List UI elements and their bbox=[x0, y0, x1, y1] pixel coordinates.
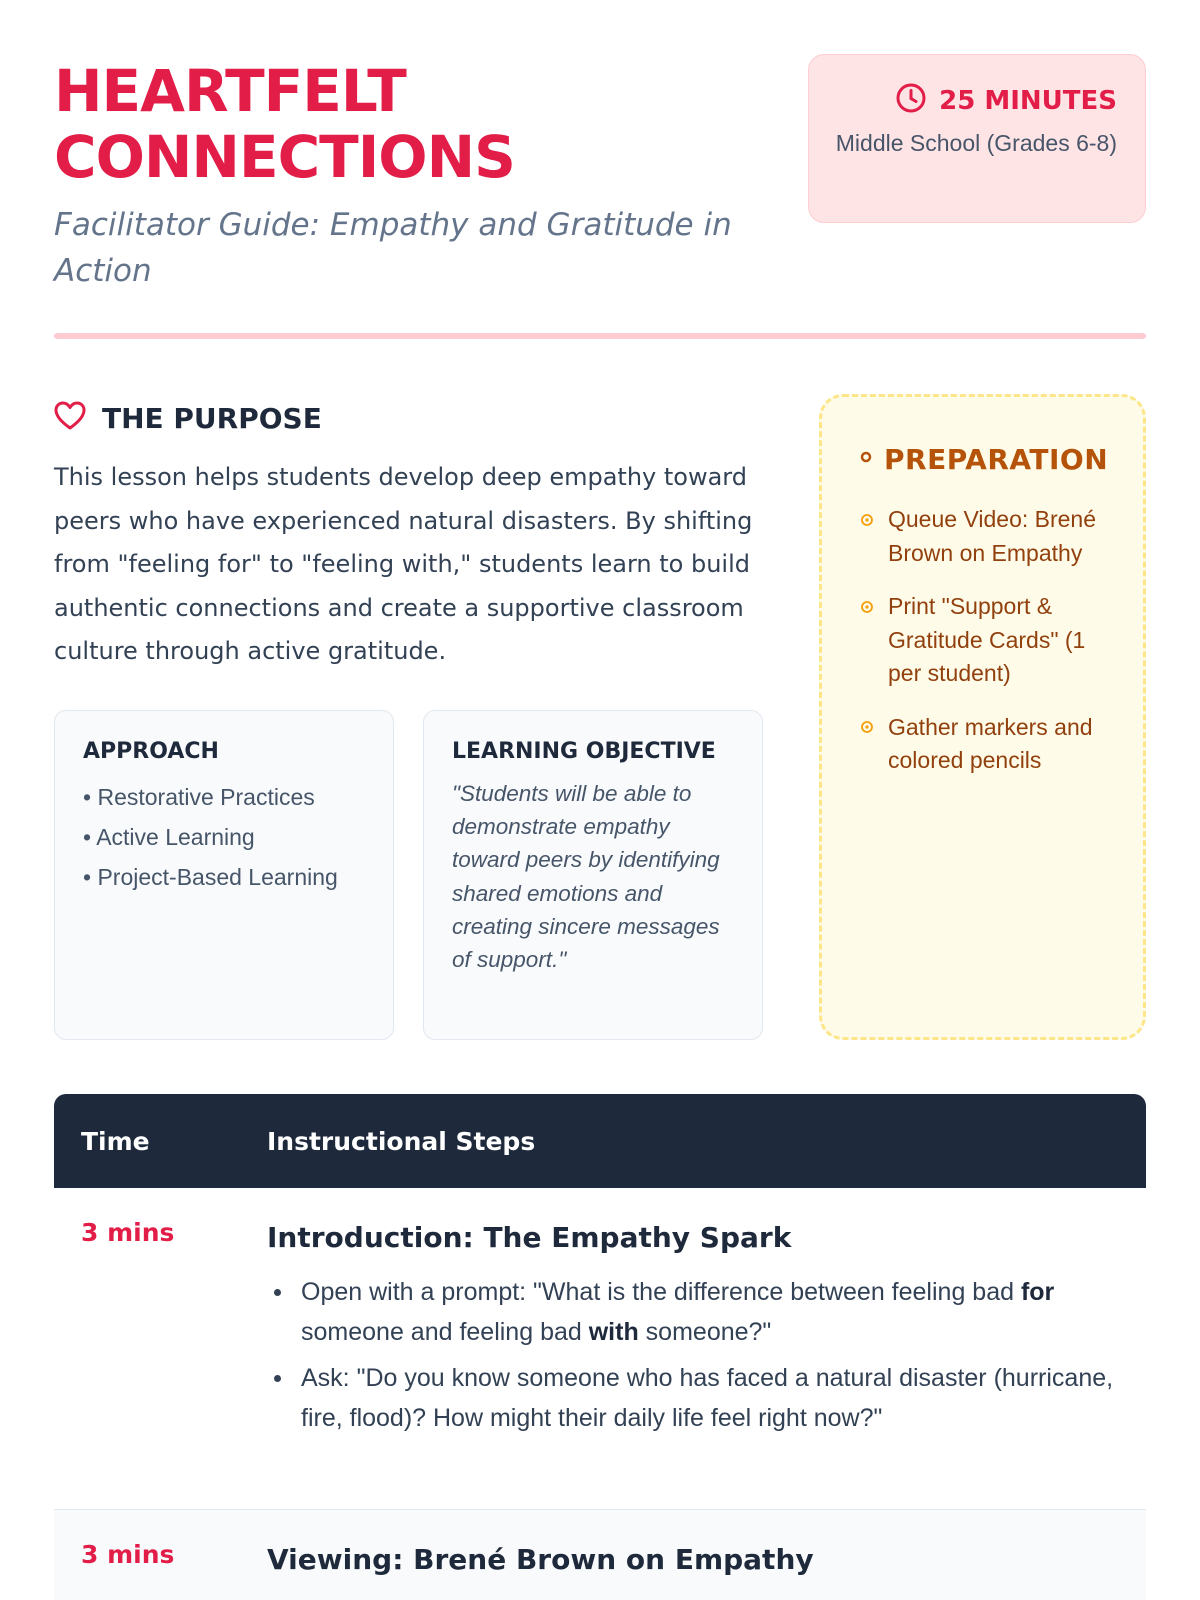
preparation-item bbox=[860, 590, 1111, 691]
row-time: 3 mins bbox=[81, 1218, 175, 1247]
preparation-item bbox=[860, 503, 1111, 570]
emphasis-for: for bbox=[1020, 1278, 1055, 1306]
table-row bbox=[54, 1188, 1146, 1510]
clock-icon bbox=[895, 82, 927, 121]
step-item bbox=[267, 1272, 1116, 1352]
step-title: Introduction: The Empathy Spark bbox=[267, 1221, 792, 1254]
preparation-heading-row bbox=[860, 437, 1111, 481]
audience-label: Middle School (Grades 6-8) bbox=[835, 130, 1117, 156]
preparation-item-text: Print "Support & Gratitude Cards" (1 per student) bbox=[888, 593, 1086, 686]
page-subtitle: Facilitator Guide: Empathy and Gratitude in Action bbox=[54, 207, 732, 289]
circle-bullet-icon bbox=[860, 590, 878, 623]
step-title: Viewing: Brené Brown on Empathy bbox=[267, 1543, 814, 1576]
approach-item: • Project-Based Learning bbox=[83, 857, 365, 897]
row-time: 3 mins bbox=[81, 1540, 175, 1569]
page-title bbox=[54, 58, 774, 190]
title-line-1: HEARTFELT bbox=[54, 57, 406, 125]
step-text: someone and feeling bad bbox=[301, 1318, 589, 1346]
preparation-heading: PREPARATION bbox=[884, 442, 1109, 476]
approach-heading: APPROACH bbox=[83, 739, 219, 764]
circle-bullet-icon bbox=[860, 503, 878, 536]
header-divider bbox=[54, 333, 1146, 339]
objective-quote: "Students will be able to demonstrate empathy toward peers by identifying shared emotions and creating sincere messages of support." bbox=[452, 781, 720, 973]
objective-heading: LEARNING OBJECTIVE bbox=[452, 739, 716, 764]
approach-item: • Active Learning bbox=[83, 817, 365, 857]
row-steps bbox=[267, 1188, 1146, 1509]
step-text: someone?" bbox=[638, 1318, 772, 1346]
preparation-item bbox=[860, 711, 1111, 778]
lesson-meta-box bbox=[808, 54, 1146, 223]
title-line-2: CONNECTIONS bbox=[54, 123, 515, 191]
preparation-item-text: Queue Video: Brené Brown on Empathy bbox=[888, 506, 1097, 566]
row-steps bbox=[267, 1510, 1146, 1600]
step-list bbox=[267, 1272, 1116, 1438]
preparation-box bbox=[819, 394, 1146, 1040]
instruction-table bbox=[54, 1094, 1146, 1600]
column-header-time: Time bbox=[81, 1126, 150, 1156]
lesson-guide-page bbox=[54, 0, 1146, 1600]
approach-card bbox=[54, 710, 394, 1040]
heart-icon bbox=[54, 401, 86, 436]
dot-icon bbox=[860, 450, 872, 468]
purpose-text: This lesson helps students develop deep empathy toward peers who have experienced natural disasters. By shifting from "feeling for" to "feeling with," students learn to build authentic connections and create a supportive classroom culture through active gratitude. bbox=[54, 463, 753, 665]
circle-bullet-icon bbox=[860, 711, 878, 744]
purpose-heading-row bbox=[54, 398, 322, 438]
table-row bbox=[54, 1510, 1146, 1600]
preparation-list bbox=[860, 503, 1111, 778]
table-header bbox=[54, 1094, 1146, 1188]
approach-item: • Restorative Practices bbox=[83, 777, 365, 817]
emphasis-with: with bbox=[588, 1318, 639, 1346]
approach-list bbox=[83, 777, 365, 897]
column-header-steps: Instructional Steps bbox=[267, 1126, 536, 1156]
objective-card bbox=[423, 710, 763, 1040]
step-text: Open with a prompt: "What is the difference between feeling bad bbox=[301, 1278, 1021, 1306]
duration-row bbox=[829, 81, 1117, 121]
step-item: Ask: "Do you know someone who has faced a natural disaster (hurricane, fire, flood)? How might their daily life feel right now?" bbox=[267, 1358, 1116, 1438]
duration-label: 25 MINUTES bbox=[939, 86, 1117, 116]
purpose-heading: THE PURPOSE bbox=[102, 401, 322, 435]
preparation-item-text: Gather markers and colored pencils bbox=[888, 713, 1093, 773]
